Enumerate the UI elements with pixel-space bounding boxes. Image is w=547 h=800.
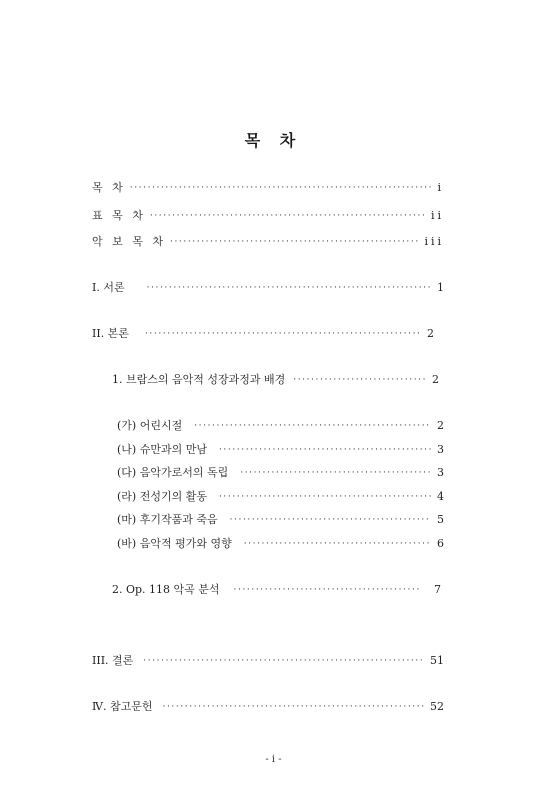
toc-dot-leader	[145, 327, 421, 341]
toc-entry-page: 52	[430, 700, 444, 713]
toc-dot-leader	[219, 490, 431, 504]
toc-entry-page: iii	[424, 235, 444, 248]
toc-entry-page: 51	[430, 654, 444, 667]
toc-dot-leader	[194, 419, 431, 433]
toc-entry-label: 악 보 목 차	[92, 235, 166, 248]
toc-entry	[92, 181, 444, 195]
toc-entry-page: ii	[430, 209, 444, 222]
toc-entry	[92, 209, 444, 223]
toc-dot-leader	[143, 654, 424, 668]
toc-entry	[117, 466, 444, 480]
toc-dot-leader	[163, 700, 425, 714]
toc-entry	[92, 327, 434, 341]
toc-entry	[112, 583, 441, 597]
page-title: 목 차	[244, 131, 303, 150]
toc-dot-leader	[150, 209, 425, 223]
toc-entry-page: 2	[432, 373, 439, 386]
toc-entry	[117, 537, 444, 551]
toc-entry-label: (다) 음악가로서의 독립	[117, 466, 229, 479]
toc-entry-label: 표 목 차	[92, 209, 146, 222]
toc-entry-page: 4	[437, 490, 444, 503]
toc-entry-label: I. 서론	[92, 281, 125, 294]
toc-entry-label: (나) 슈만과의 만남	[117, 443, 207, 456]
toc-entry	[92, 700, 444, 714]
toc-entry-page: 1	[437, 281, 444, 294]
toc-entry	[92, 281, 444, 295]
toc-dot-leader	[240, 466, 431, 480]
toc-entry-page: 5	[437, 513, 444, 526]
toc-entry-page: 7	[434, 583, 441, 596]
toc-entry-label: (바) 음악적 평가와 영향	[117, 537, 232, 550]
toc-entry-label: III. 결론	[92, 654, 134, 667]
toc-entry-label: 목 차	[92, 181, 126, 194]
toc-dot-leader	[130, 181, 432, 195]
toc-dot-leader	[234, 583, 420, 597]
toc-dot-leader	[219, 443, 431, 457]
toc-entry-label: (가) 어린시절	[117, 419, 183, 432]
toc-entry-page: 3	[437, 443, 444, 456]
toc-entry-label: (마) 후기작품과 죽음	[117, 513, 218, 526]
toc-entry	[92, 235, 444, 249]
toc-entry	[112, 373, 439, 387]
toc-entry	[117, 490, 444, 504]
toc-dot-leader	[293, 373, 426, 387]
toc-entry-page: 3	[437, 466, 444, 479]
toc-entry	[117, 419, 444, 433]
toc-entry-page: 2	[437, 419, 444, 432]
toc-entry-page: i	[437, 181, 444, 194]
toc-dot-leader	[244, 537, 431, 551]
toc-dot-leader	[147, 281, 431, 295]
toc-entry-page: 2	[427, 327, 434, 340]
page-number-footer: - i -	[265, 754, 282, 765]
toc-entry-label: Ⅳ. 참고문헌	[92, 700, 153, 713]
toc-dot-leader	[230, 513, 431, 527]
toc-entry	[92, 654, 444, 668]
toc-entry-label: 2. Op. 118 악곡 분석	[112, 583, 220, 596]
toc-entry	[117, 513, 444, 527]
toc-entry	[117, 443, 444, 457]
toc-dot-leader	[170, 235, 418, 249]
toc-entry-label: (라) 전성기의 활동	[117, 490, 207, 503]
toc-entry-label: 1. 브람스의 음악적 성장과정과 배경	[112, 373, 286, 386]
toc-entry-page: 6	[437, 537, 444, 550]
toc-entry-label: II. 본론	[92, 327, 129, 340]
